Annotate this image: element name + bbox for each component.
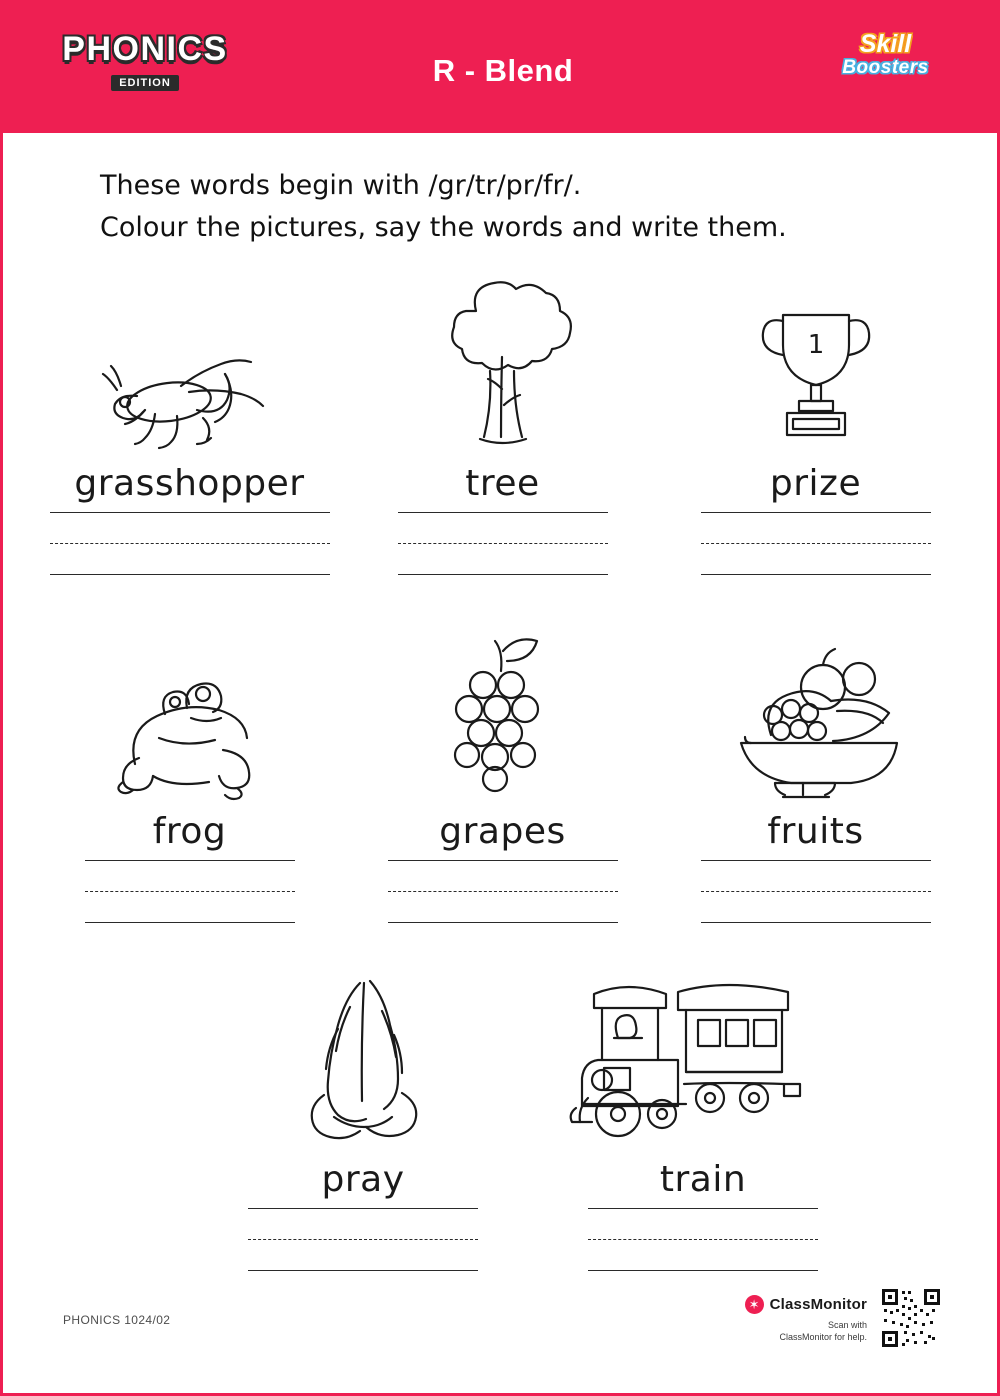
skill-boosters-bottom: Boosters — [842, 57, 929, 78]
writing-lines — [701, 860, 931, 923]
writing-line-dashed — [701, 891, 931, 892]
tree-icon — [346, 271, 659, 456]
word-label: frog — [152, 811, 227, 852]
writing-line-solid-bottom — [50, 574, 330, 575]
word-label: train — [659, 1159, 747, 1200]
scan-line-1: Scan with — [827, 1320, 867, 1330]
writing-line-solid-top — [248, 1208, 478, 1209]
worksheet-item-prize — [659, 271, 972, 619]
writing-line-solid-top — [398, 512, 608, 513]
word-label: prize — [769, 463, 862, 504]
page-title: R - Blend — [432, 53, 574, 88]
worksheet-item-grapes — [346, 619, 659, 967]
skill-boosters-logo — [823, 31, 948, 103]
writing-lines — [248, 1208, 478, 1271]
worksheet-row — [33, 619, 973, 967]
praying-hands-icon — [193, 967, 533, 1152]
classmonitor-brand — [727, 1295, 867, 1343]
writing-line-solid-top — [701, 512, 931, 513]
worksheet-item-frog — [33, 619, 346, 967]
writing-line-solid-bottom — [701, 574, 931, 575]
worksheet-item-fruits — [659, 619, 972, 967]
phonics-logo-edition: EDITION — [111, 75, 179, 91]
classmonitor-star-icon: ✶ — [745, 1295, 764, 1314]
word-label: grapes — [439, 811, 566, 852]
writing-line-dashed — [50, 543, 330, 544]
writing-line-dashed — [248, 1239, 478, 1240]
writing-line-solid-top — [50, 512, 330, 513]
worksheet-code: PHONICS 1024/02 — [63, 1313, 171, 1327]
writing-line-solid-bottom — [388, 922, 618, 923]
worksheet-item-grasshopper — [33, 271, 346, 619]
word-label: pray — [321, 1159, 405, 1200]
writing-line-solid-bottom — [701, 922, 931, 923]
trophy-icon — [659, 271, 972, 456]
instruction-line-1: These words begin with /gr/tr/pr/fr/. — [100, 170, 582, 201]
writing-lines — [588, 1208, 818, 1271]
worksheet-row — [33, 271, 973, 619]
writing-lines — [50, 512, 330, 575]
writing-line-solid-top — [588, 1208, 818, 1209]
worksheet-row — [33, 967, 1000, 1315]
writing-line-dashed — [398, 543, 608, 544]
fruit-bowl-icon — [659, 619, 972, 804]
writing-lines — [701, 512, 931, 575]
grapes-icon — [346, 619, 659, 804]
worksheet-item-tree — [346, 271, 659, 619]
scan-line-2: ClassMonitor for help. — [779, 1332, 867, 1342]
writing-line-solid-top — [701, 860, 931, 861]
writing-line-dashed — [388, 891, 618, 892]
qr-code-icon[interactable] — [880, 1287, 942, 1349]
writing-line-dashed — [588, 1239, 818, 1240]
writing-line-solid-top — [388, 860, 618, 861]
writing-line-dashed — [85, 891, 295, 892]
worksheet-item-train — [533, 967, 873, 1315]
writing-lines — [85, 860, 295, 923]
frog-icon — [33, 619, 346, 804]
page-header — [3, 3, 1000, 133]
svg-text:1: 1 — [807, 330, 824, 360]
writing-line-dashed — [701, 543, 931, 544]
phonics-logo-word: PHONICS — [62, 30, 228, 68]
worksheet-item-pray — [193, 967, 533, 1315]
instruction-line-2: Colour the pictures, say the words and write them. — [100, 212, 787, 243]
worksheet-grid — [33, 271, 973, 1315]
word-label: tree — [465, 463, 540, 504]
writing-lines — [398, 512, 608, 575]
train-icon — [533, 967, 873, 1152]
word-label: grasshopper — [74, 463, 305, 504]
word-label: fruits — [767, 811, 864, 852]
instructions — [100, 165, 950, 249]
writing-line-solid-bottom — [398, 574, 608, 575]
grasshopper-icon — [33, 271, 346, 456]
writing-line-solid-bottom — [588, 1270, 818, 1271]
skill-boosters-top: Skill — [859, 30, 912, 58]
writing-line-solid-bottom — [85, 922, 295, 923]
writing-line-solid-bottom — [248, 1270, 478, 1271]
writing-lines — [388, 860, 618, 923]
classmonitor-name: ClassMonitor — [769, 1296, 867, 1313]
writing-line-solid-top — [85, 860, 295, 861]
